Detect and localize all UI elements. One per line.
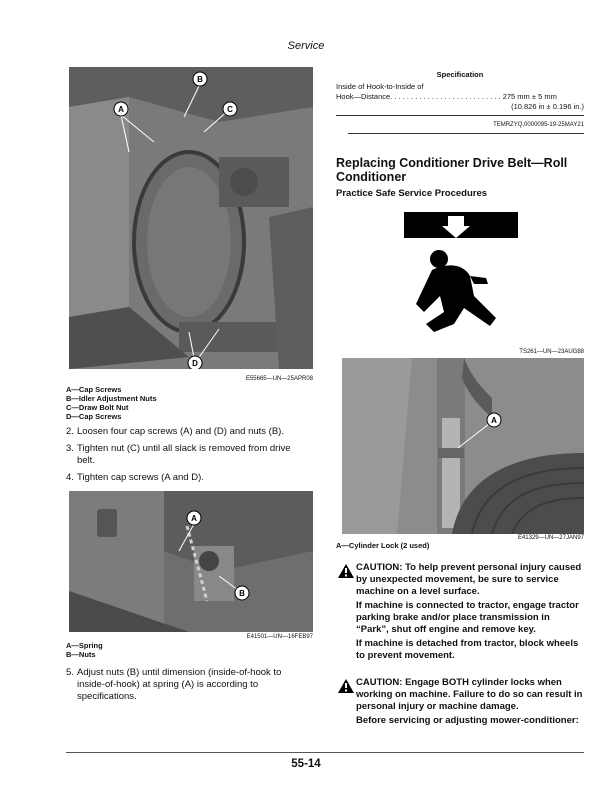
caution-2-text: CAUTION: Engage BOTH cylinder locks when working on machine. Failure to do so can result in personal injury or machine damage.: [356, 677, 583, 712]
step-text: Tighten nut (C) until all slack is removed from drive belt.: [77, 443, 291, 466]
step-number: 2.: [66, 426, 74, 437]
step-2: [66, 426, 311, 438]
spec-line-1: Inside of Hook-to-Inside of: [336, 82, 424, 91]
figure-4-callouts: [342, 358, 584, 534]
caution-1-text: CAUTION: To help prevent personal injury caused by unexpected movement, be sure to service machine on a level surface.: [356, 562, 582, 597]
figure-1-photo: [69, 67, 313, 369]
figure-1-legend: [66, 385, 306, 421]
callout-a: A: [491, 416, 497, 425]
warning-triangle-icon: [338, 679, 354, 693]
spec-line-3: (10.826 in ± 0.196 in.): [511, 102, 584, 111]
callout-b: B: [239, 589, 245, 598]
legend-item: C—Draw Bolt Nut: [66, 403, 129, 412]
legend-item: B—Nuts: [66, 650, 96, 659]
legend-item: A—Cap Screws: [66, 385, 122, 394]
step-number: 3.: [66, 443, 74, 454]
figure-4-code: E41329—UN—27JAN97: [517, 535, 584, 541]
caution-1-icon: [338, 564, 354, 578]
section-title: Replacing Conditioner Drive Belt—Roll Conditioner: [336, 156, 568, 184]
legend-item: A—Spring: [66, 641, 103, 650]
figure-2-photo: [69, 491, 313, 632]
spec-code: TEMRZYQ,0000095-19-25MAY21: [493, 122, 584, 128]
figure-2-code: E41501—UN—16FEB97: [246, 634, 313, 640]
callout-a: A: [118, 105, 124, 114]
step-text: Tighten cap screws (A and D).: [77, 472, 204, 483]
falling-object-warning-icon: [404, 212, 518, 342]
page-number: 55-14: [291, 758, 321, 770]
figure-3-code: TS261—UN—23AUG88: [519, 349, 584, 355]
step-text: Adjust nuts (B) until dimension (inside-of-hook to inside-of-hook) at spring (A) is according to specifications.: [77, 667, 282, 702]
spec-heading: Specification: [436, 70, 484, 79]
figure-1-code: E55665—UN—25APR08: [245, 376, 313, 382]
warning-triangle-icon: [338, 564, 354, 578]
figure-4-photo: [342, 358, 584, 534]
figure-4-legend: A—Cylinder Lock (2 used): [336, 541, 430, 550]
callout-c: C: [227, 105, 233, 114]
step-number: 4.: [66, 472, 74, 483]
caution-2-paragraph-2: Before servicing or adjusting mower-conditioner:: [356, 715, 579, 726]
callout-b: B: [197, 75, 203, 84]
footer-rule: [66, 752, 584, 753]
step-text: Loosen four cap screws (A) and (D) and nuts (B).: [77, 426, 284, 437]
figure-2-legend: [66, 641, 306, 659]
legend-item: B—Idler Adjustment Nuts: [66, 394, 157, 403]
running-header: Service: [287, 40, 325, 52]
caution-2-icon: [338, 679, 354, 693]
caution-1-paragraph-3: If machine is detached from tractor, block wheels to prevent movement.: [356, 638, 579, 661]
step-number: 5.: [66, 667, 74, 678]
section-subtitle: Practice Safe Service Procedures: [336, 188, 488, 199]
safety-pictogram: [404, 212, 518, 342]
spec-divider: [336, 115, 584, 116]
spec-line-2: Hook—Distance. . . . . . . . . . . . . . . . . . . . . . . . . . . 275 mm ± 5 mm: [336, 92, 557, 101]
step-4: [66, 472, 311, 484]
callout-d: D: [192, 359, 198, 368]
legend-item: D—Cap Screws: [66, 412, 122, 421]
step-3: [66, 443, 311, 467]
figure-2-callouts: [69, 491, 313, 632]
figure-1-callouts: [69, 67, 313, 369]
caution-1-paragraph-2: If machine is connected to tractor, engage tractor parking brake and/or place transmission in “Park”, shut off engine and remove key.: [356, 600, 579, 635]
step-5: [66, 667, 311, 703]
callout-a: A: [191, 514, 197, 523]
spec-block: [336, 82, 584, 112]
section-divider: [348, 133, 584, 134]
